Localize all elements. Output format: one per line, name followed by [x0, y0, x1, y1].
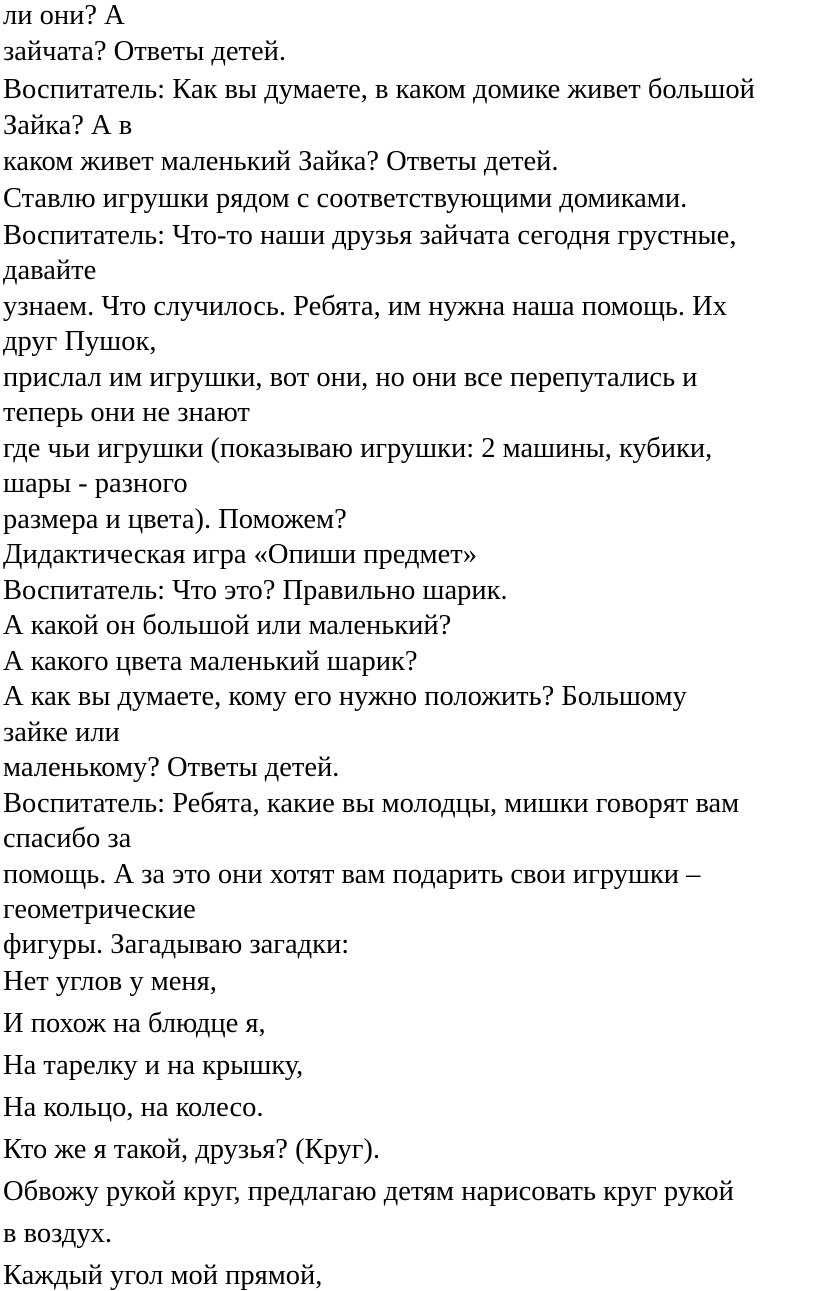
text-line: Воспитатель: Как вы думаете, в каком домике живет большой [3, 74, 755, 105]
riddle-line: И похож на блюдце я, [3, 1008, 266, 1039]
text-line: зайчата? Ответы детей. [3, 36, 286, 67]
text-line: Воспитатель: Ребята, какие вы молодцы, мишки говорят вам [3, 788, 740, 819]
text-line: маленькому? Ответы детей. [3, 752, 340, 783]
text-line: Зайка? А в [3, 110, 133, 141]
text-line: зайке или [3, 717, 120, 748]
text-line: шары - разного [3, 468, 188, 499]
riddle-line: Нет углов у меня, [3, 966, 217, 997]
text-line: где чьи игрушки (показываю игрушки: 2 машины, кубики, [3, 433, 713, 464]
riddle-line: На кольцо, на колесо. [3, 1092, 264, 1123]
text-line: А какого цвета маленький шарик? [3, 646, 418, 677]
text-line: спасибо за [3, 823, 132, 854]
text-line: ли они? А [3, 0, 125, 31]
text-line: Ставлю игрушки рядом с соответствующими домиками. [3, 183, 688, 214]
text-line: размера и цвета). Поможем? [3, 504, 347, 535]
text-line: каком живет маленький Зайка? Ответы детей. [3, 146, 559, 177]
text-line: Воспитатель: Что это? Правильно шарик. [3, 575, 508, 606]
text-line: в воздух. [3, 1218, 112, 1249]
text-line: А как вы думаете, кому его нужно положить? Большому [3, 681, 687, 712]
text-line: А какой он большой или маленький? [3, 610, 452, 641]
riddle-line: На тарелку и на крышку, [3, 1050, 304, 1081]
riddle-line: Кто же я такой, друзья? (Круг). [3, 1134, 380, 1165]
text-line: Воспитатель: Что-то наши друзья зайчата сегодня грустные, [3, 220, 737, 251]
text-line: фигуры. Загадываю загадки: [3, 929, 350, 960]
text-line: теперь они не знают [3, 397, 250, 428]
text-line: давайте [3, 255, 97, 286]
riddle-line: Каждый угол мой прямой, [3, 1260, 323, 1291]
text-line: друг Пушок, [3, 326, 157, 357]
text-line: геометрические [3, 894, 196, 925]
section-heading: Дидактическая игра «Опиши предмет» [3, 539, 477, 570]
text-line: Обвожу рукой круг, предлагаю детям нарисовать круг рукой [3, 1176, 734, 1207]
text-line: прислал им игрушки, вот они, но они все перепутались и [3, 362, 698, 393]
text-line: узнаем. Что случилось. Ребята, им нужна наша помощь. Их [3, 291, 727, 322]
text-line: помощь. А за это они хотят вам подарить свои игрушки – [3, 859, 701, 890]
